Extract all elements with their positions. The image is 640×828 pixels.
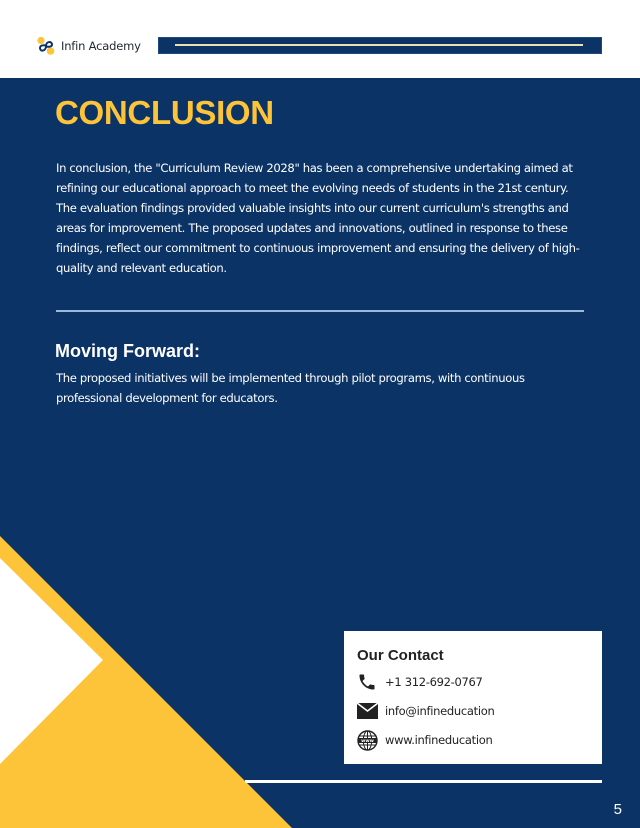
contact-phone-text: +1 312-692-0767	[385, 675, 483, 689]
contact-phone[interactable]	[356, 671, 483, 693]
section-divider	[56, 310, 584, 312]
moving-forward-paragraph: The proposed initiatives will be implemented through pilot programs, with continuous professional development for educators.	[56, 371, 525, 405]
brand-name: Infin Academy	[61, 39, 141, 53]
svg-text:www: www	[360, 738, 374, 744]
page-number: 5	[613, 801, 622, 818]
conclusion-paragraph: In conclusion, the "Curriculum Review 2028" has been a comprehensive undertaking aimed at refining our educational approach to meet the evolving needs of students in the 21st century. The evaluation findings provided valuable insights into our current curriculum's strengths and areas for improvement. The proposed updates and innovations, outlined in response to these findings, reflect our commitment to continuous improvement and ensuring the delivery of high-quality and relevant education.	[56, 161, 580, 275]
contact-email-text: info@infineducation	[385, 704, 495, 718]
contact-email[interactable]	[356, 700, 494, 722]
contact-card	[344, 631, 602, 764]
infinity-logo-icon	[36, 36, 56, 56]
contact-title: Our Contact	[357, 647, 444, 664]
header-decorative-bar	[158, 37, 602, 54]
moving-forward-heading: Moving Forward:	[55, 341, 200, 361]
page-title: CONCLUSION	[55, 94, 274, 131]
contact-website[interactable]	[356, 729, 493, 751]
brand-logo	[36, 36, 141, 56]
phone-icon	[356, 671, 378, 693]
contact-website-text: www.infineducation	[385, 733, 493, 747]
page-header	[0, 0, 640, 78]
globe-www-icon	[356, 729, 378, 751]
footer-line	[245, 780, 602, 783]
header-bar-line	[175, 44, 583, 46]
envelope-icon	[356, 700, 378, 722]
main-panel	[0, 78, 640, 828]
